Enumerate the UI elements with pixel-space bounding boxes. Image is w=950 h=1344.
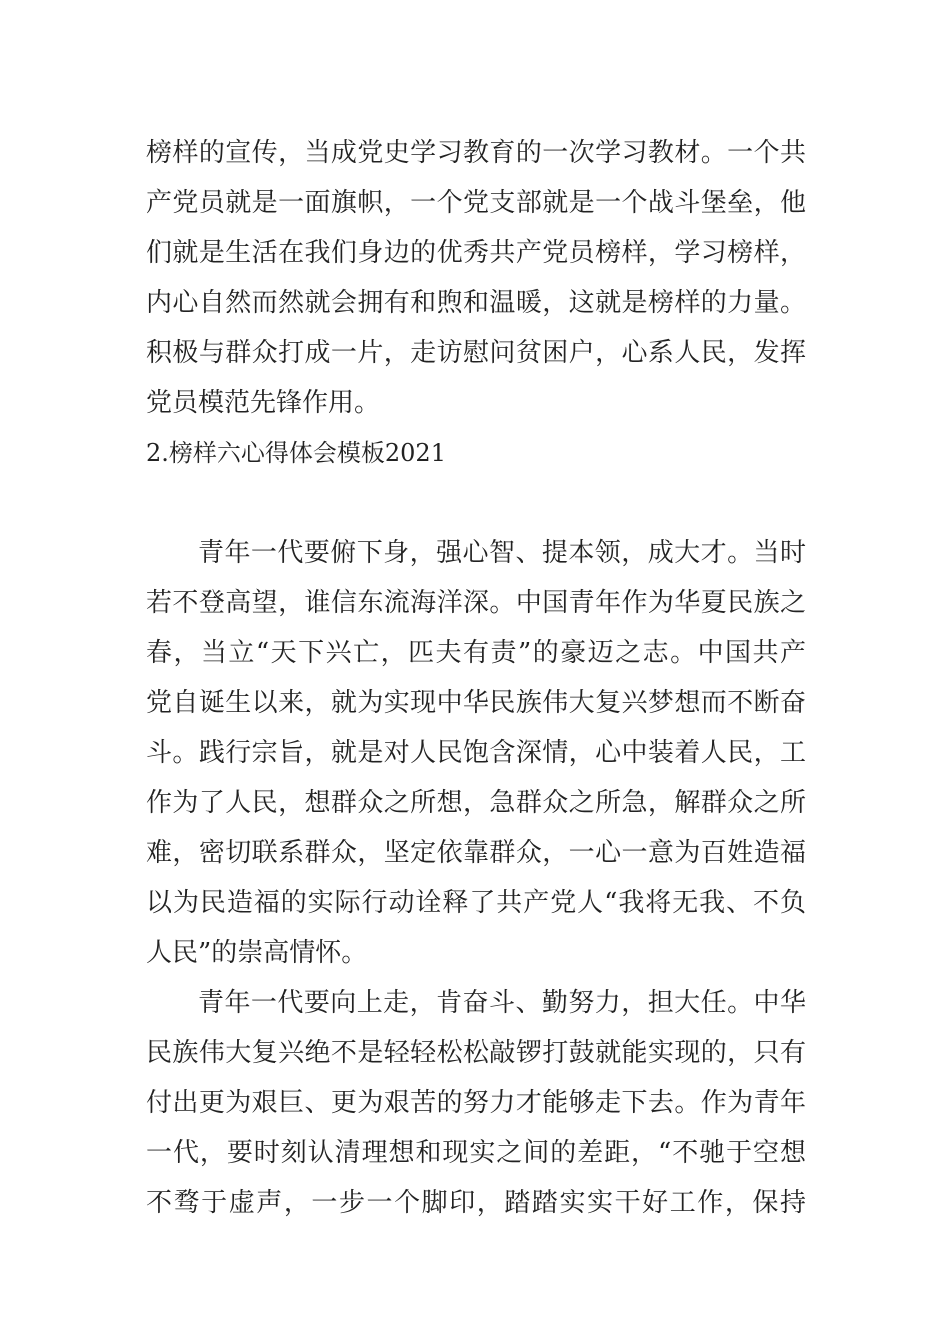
paragraph-line: 以为民造福的实际行动诠释了共产党人“我将无我、不负 [146,888,806,918]
paragraph-line: 积极与群众打成一片，走访慰问贫困户，心系人民，发挥 [146,338,806,368]
paragraph-line: 党自诞生以来，就为实现中华民族伟大复兴梦想而不断奋 [146,688,806,718]
paragraph-line: 不骛于虚声，一步一个脚印，踏踏实实干好工作，保持 [146,1188,806,1218]
paragraph-line: 春，当立“天下兴亡，匹夫有责”的豪迈之志。中国共产 [146,638,806,668]
paragraph-line: 青年一代要俯下身，强心智、提本领，成大才。当时 [198,538,806,568]
paragraph-line: 产党员就是一面旗帜，一个党支部就是一个战斗堡垒，他 [146,188,806,218]
paragraph-line: 付出更为艰巨、更为艰苦的努力才能够走下去。作为青年 [146,1088,806,1118]
paragraph-line: 作为了人民，想群众之所想，急群众之所急，解群众之所 [146,788,806,818]
paragraph-line: 青年一代要向上走，肯奋斗、勤努力，担大任。中华 [198,988,806,1018]
paragraph-line: 一代，要时刻认清理想和现实之间的差距，“不驰于空想 [146,1138,806,1168]
paragraph-line: 榜样的宣传，当成党史学习教育的一次学习教材。一个共 [146,138,806,168]
paragraph-line: 难，密切联系群众，坚定依靠群众，一心一意为百姓造福 [146,838,806,868]
paragraph-line: 民族伟大复兴绝不是轻轻松松敲锣打鼓就能实现的，只有 [146,1038,806,1068]
paragraph-line: 斗。践行宗旨，就是对人民饱含深情，心中装着人民，工 [146,738,806,768]
paragraph-line: 们就是生活在我们身边的优秀共产党员榜样，学习榜样， [146,238,806,268]
section-heading: 2.榜样六心得体会模板2021 [146,439,446,467]
paragraph-line: 党员模范先锋作用。 [146,388,381,418]
paragraph-line: 内心自然而然就会拥有和煦和温暖，这就是榜样的力量。 [146,288,806,318]
paragraph-line: 若不登高望，谁信东流海洋深。中国青年作为华夏民族之 [146,588,806,618]
paragraph-line: 人民”的崇高情怀。 [146,938,368,968]
